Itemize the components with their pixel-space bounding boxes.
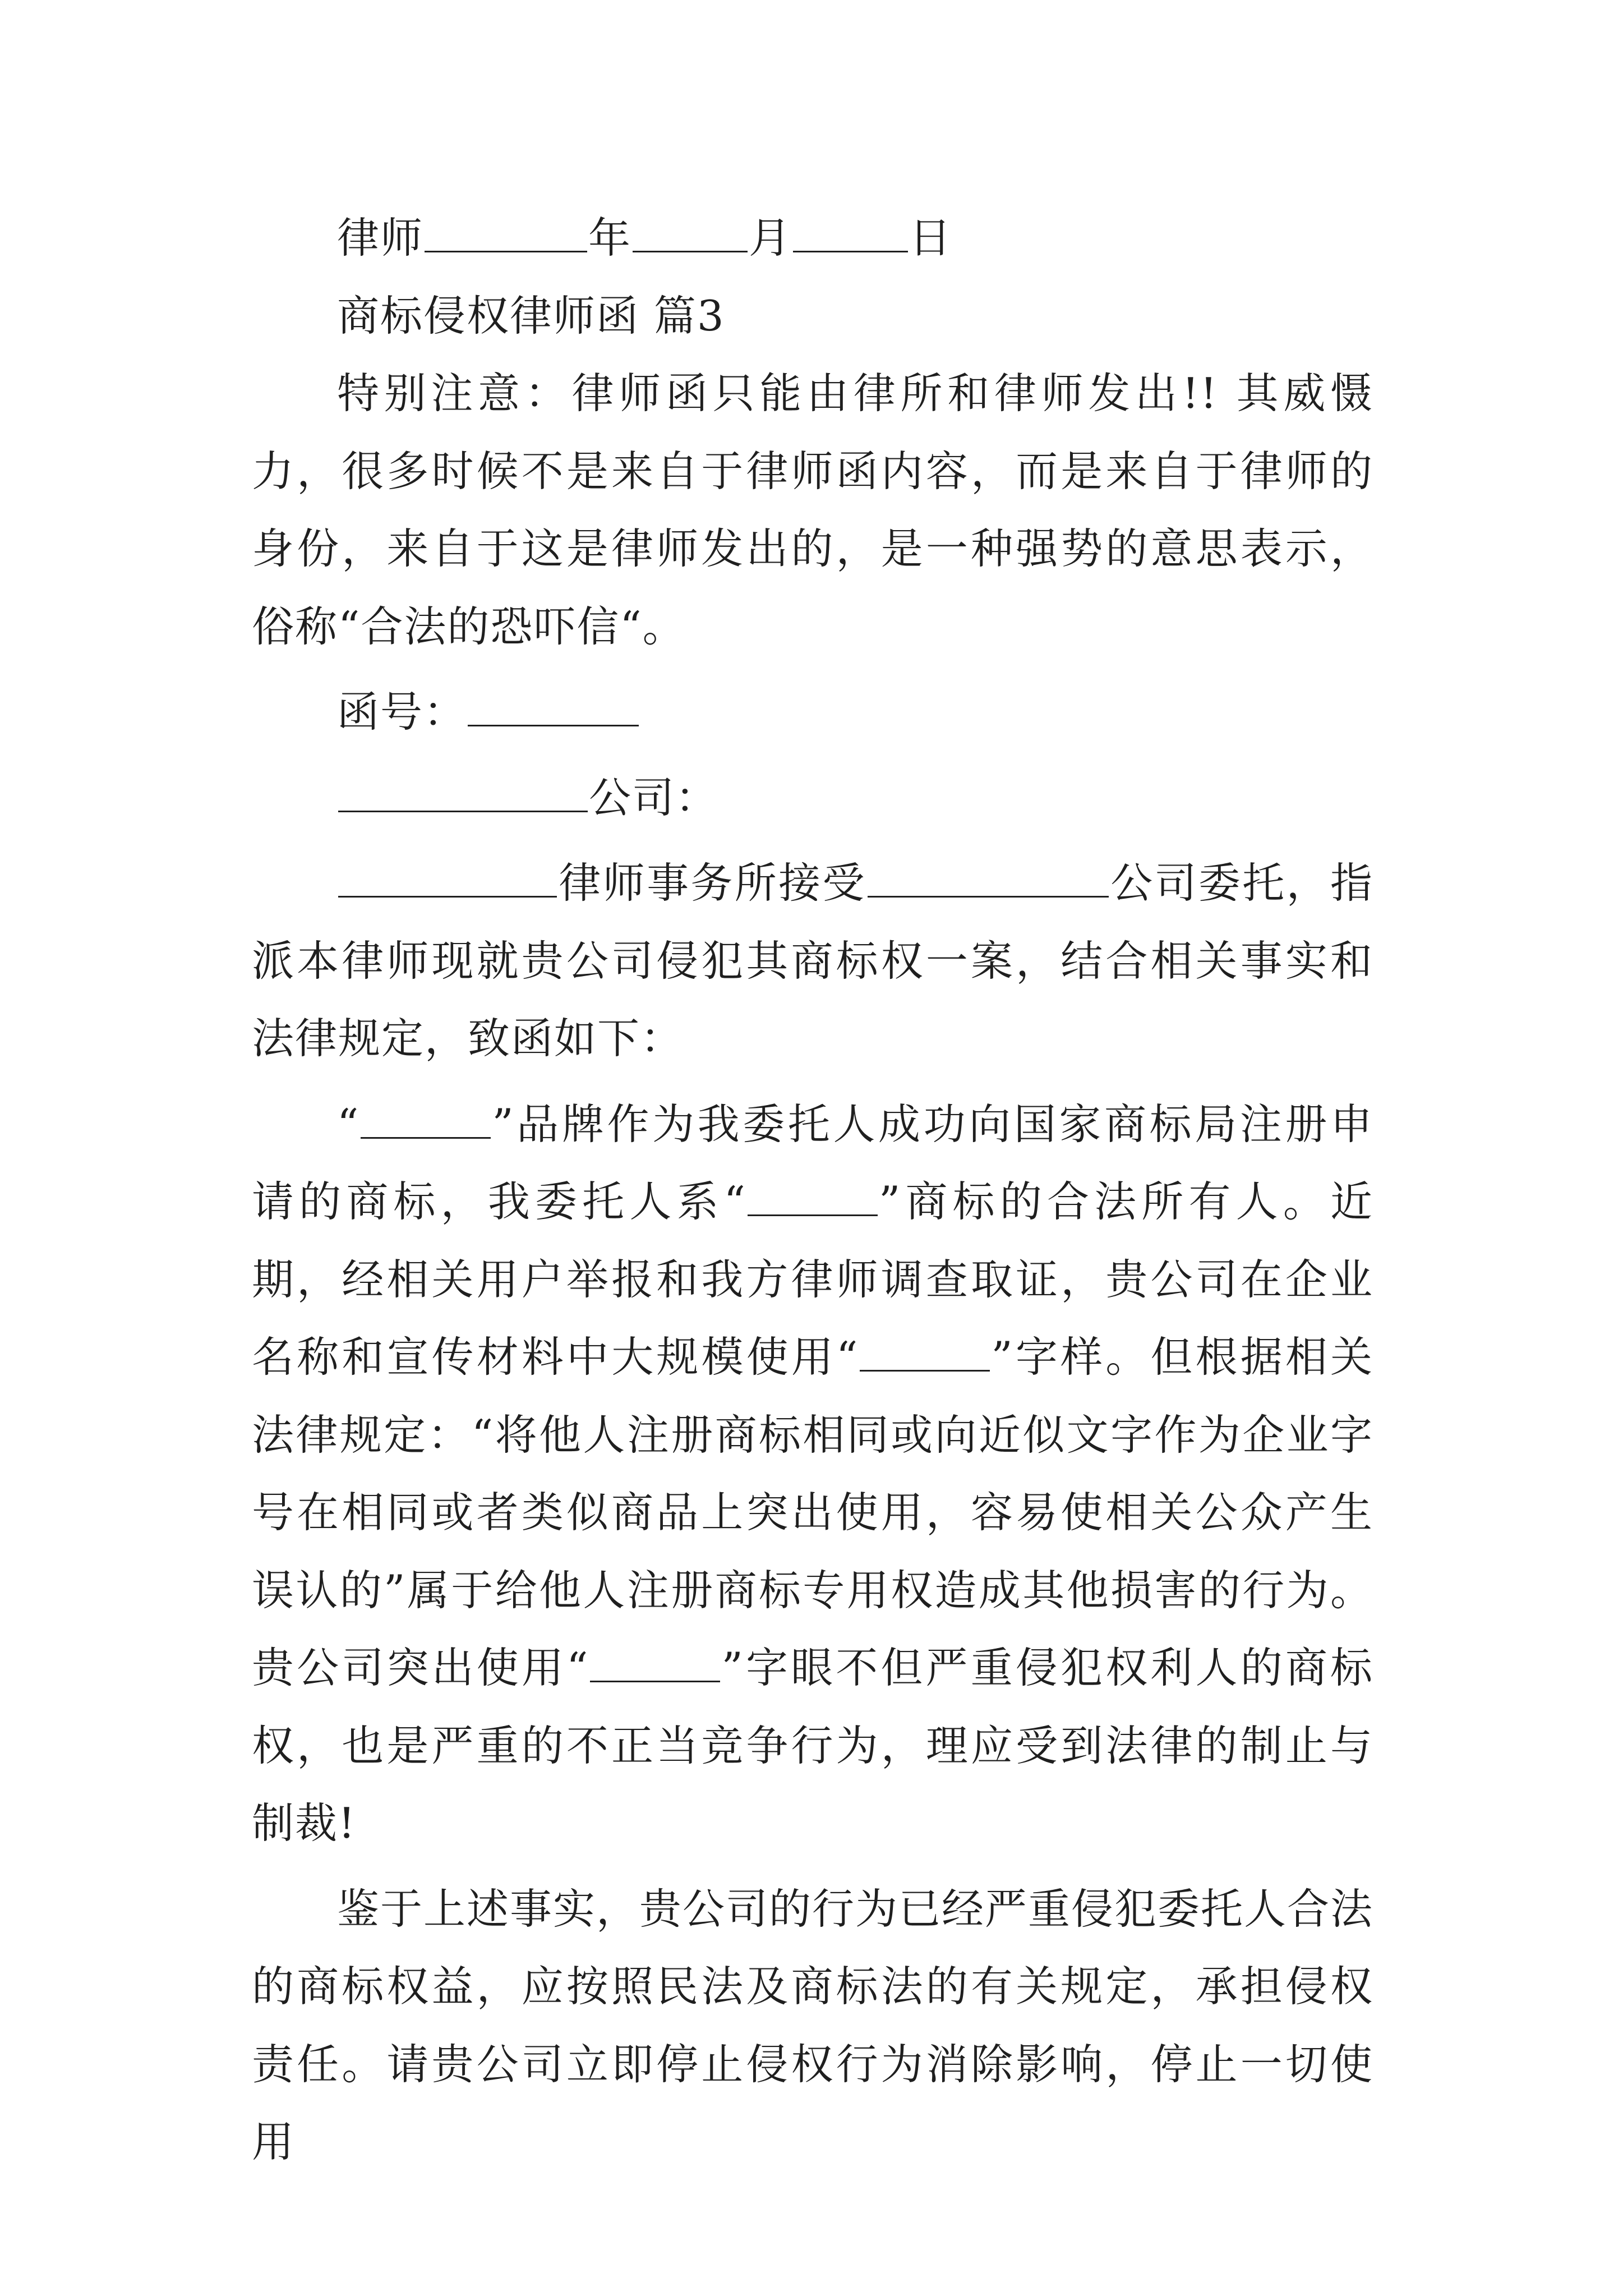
addressee-blank <box>338 776 588 812</box>
letter-number-line <box>252 673 1373 751</box>
facts-text-4: ”字样。但根据相关法律规定：“将他人注册商标相同或向近似文字作为企业字号在相同或者类似商品上突出使用，容易使相关公众产生误认的”属于给他人注册商标专用权造成其他损害的行为。贵公司突出使用“ <box>252 1332 1374 1692</box>
facts-text-3: ”商标的合法所有人。近期，经相关用户举报和我方律师调查取证，贵公司在企业名称和宣传材料中大规模使用“ <box>252 1177 1373 1382</box>
document-body <box>252 199 1373 2181</box>
brand-blank-3 <box>860 1335 990 1372</box>
year-blank <box>633 216 748 252</box>
facts-text-5: ”字眼不但严重侵犯权利人的商标权，也是严重的不正当竞争行为，理应受到法律的制止与制裁! <box>252 1643 1374 1848</box>
brand-blank-4 <box>590 1646 720 1682</box>
letter-number-label: 函号： <box>337 687 467 737</box>
addressee-suffix: 公司： <box>589 772 719 822</box>
facts-text-2: ”品牌作为我委托人成功向国家商标局注册申请的商标，我委托人系“ <box>252 1099 1373 1226</box>
addressee-line <box>252 759 1373 837</box>
signature-line <box>252 199 1373 277</box>
law-firm-blank <box>338 861 557 898</box>
facts-paragraph <box>252 1085 1373 1862</box>
intro-text-2: 公司委托，指派本律师现就贵公司侵犯其商标权一案，结合相关事实和法律规定，致函如下： <box>252 858 1373 1063</box>
section-heading: 商标侵权律师函 篇3 <box>337 291 725 341</box>
signature-month-label: 月 <box>749 213 792 263</box>
special-notice: 特别注意：律师函只能由律所和律师发出!! 其威慑力，很多时候不是来自于律师函内容，而是来自于律师的身份，来自于这是律师发出的，是一种强势的意思表示，俗称“合法的恐吓信“。 <box>252 369 1373 651</box>
brand-blank-2 <box>748 1180 878 1216</box>
month-blank <box>793 216 908 252</box>
client-company-blank <box>868 861 1109 898</box>
demand-paragraph: 鉴于上述事实，贵公司的行为已经严重侵犯委托人合法的商标权益，应按照民法及商标法的有关规定，承担侵权责任。请贵公司立即停止侵权行为消除影响，停止一切使用 <box>252 1884 1374 2166</box>
intro-paragraph <box>252 844 1373 1078</box>
signature-lawyer-label: 律师 <box>337 213 424 263</box>
letter-number-blank <box>468 690 639 726</box>
facts-text-1: “ <box>337 1099 360 1149</box>
intro-text-1: 律师事务所接受 <box>558 858 866 908</box>
signature-day-label: 日 <box>909 213 953 263</box>
signature-year-label: 年 <box>588 213 632 263</box>
signature-blank <box>425 216 587 252</box>
brand-blank-1 <box>361 1102 491 1139</box>
